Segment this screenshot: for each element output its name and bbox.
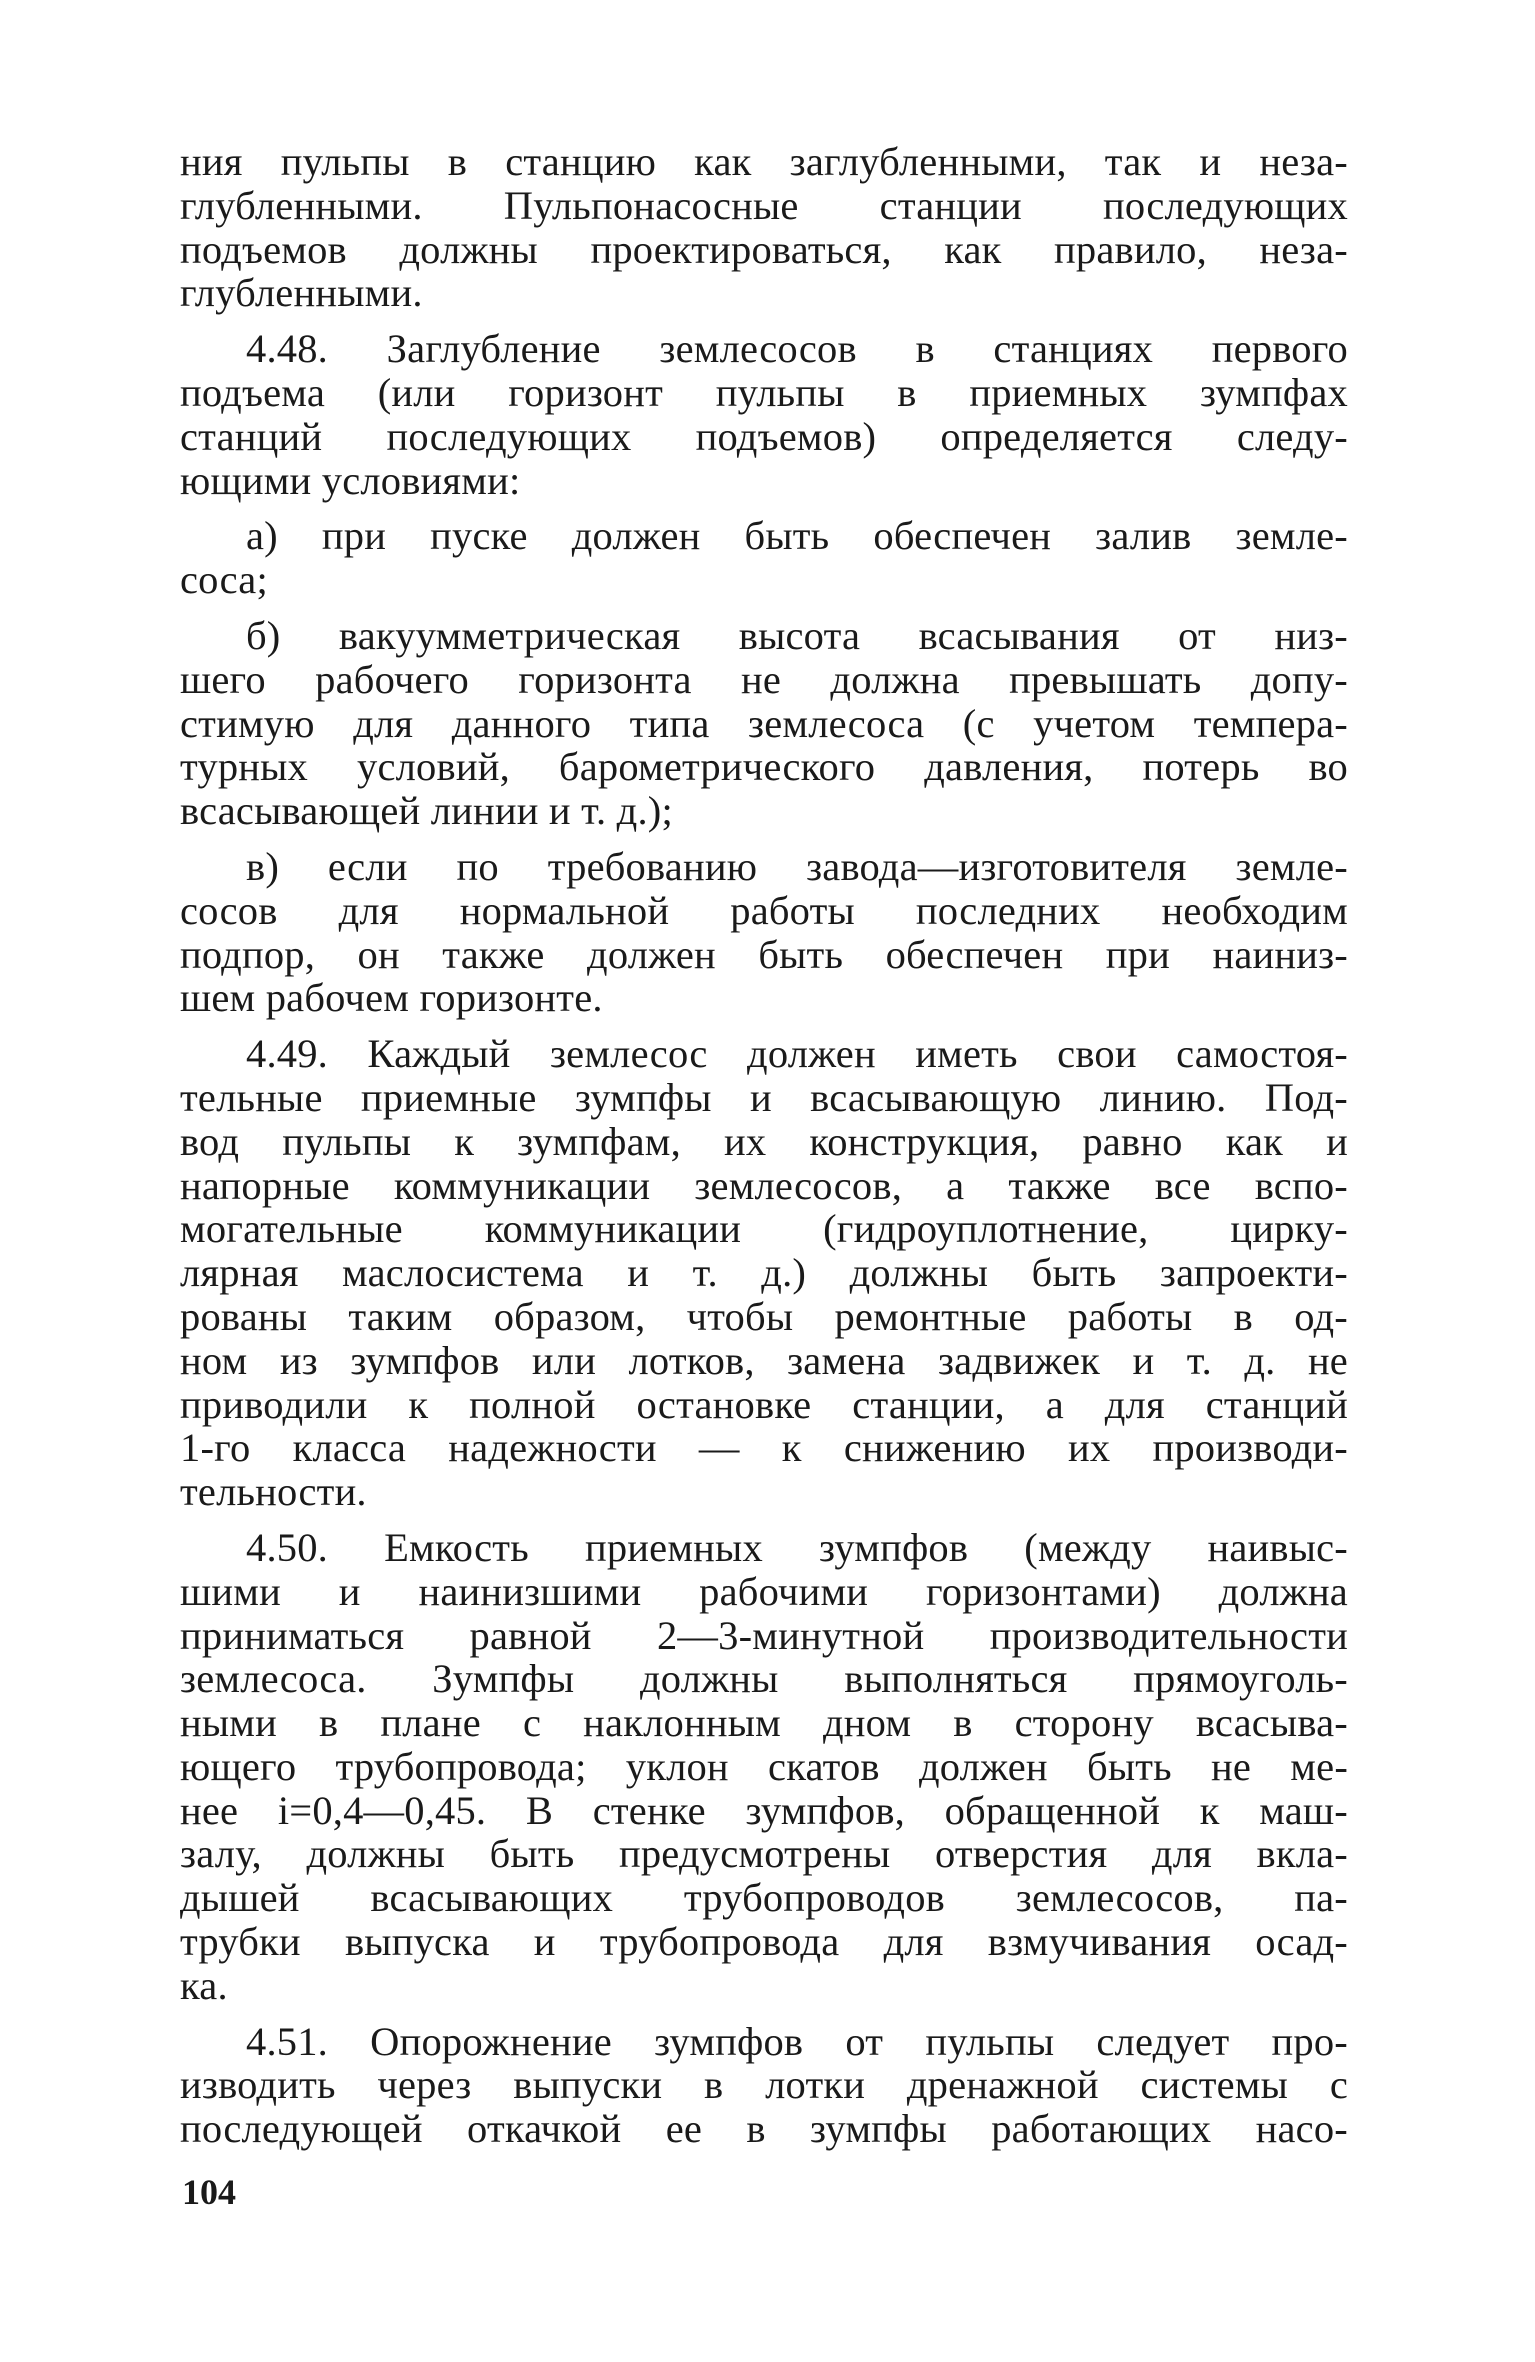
text-line: 4.48. Заглубление землесосов в станциях первого — [246, 326, 1348, 372]
text-line: подъемов должны проектироваться, как правило, неза- — [180, 226, 1348, 272]
text-line: тельности. — [180, 1469, 367, 1515]
text-line: турных условий, барометрического давления, потерь во — [180, 744, 1348, 790]
text-line: 4.51. Опорожнение зумпфов от пульпы следует про- — [246, 2018, 1348, 2064]
page-number: 104 — [182, 2172, 236, 2212]
text-line: последующей откачкой ее в зумпфы работающих насо- — [180, 2106, 1348, 2152]
text-line: ка. — [180, 1962, 228, 2008]
text-line: нее i=0,4—0,45. В стенке зумпфов, обращенной к маш- — [180, 1787, 1348, 1833]
text-line: тельные приемные зумпфы и всасывающую линию. Под- — [180, 1074, 1348, 1120]
text-line: ном из зумпфов или лотков, замена задвижек и т. д. не — [180, 1337, 1348, 1383]
text-line: изводить через выпуски в лотки дренажной системы с — [180, 2062, 1348, 2108]
text-line: приниматься равной 2—3-минутной производительности — [180, 1612, 1348, 1658]
list-item-a — [180, 514, 1348, 602]
text-line: дышей всасывающих трубопроводов землесосов, па- — [180, 1875, 1348, 1921]
text-line: лярная маслосистема и т. д.) должны быть запроекти- — [180, 1250, 1348, 1296]
text-line: стимую для данного типа землесоса (с учетом темпера- — [180, 700, 1348, 746]
text-line: шего рабочего горизонта не должна превышать допу- — [180, 656, 1348, 702]
text-line: ющими условиями: — [180, 457, 521, 503]
text-line: соса; — [180, 557, 268, 603]
paragraph-4-51 — [180, 2020, 1348, 2151]
text-line: могательные коммуникации (гидроуплотнение, цирку- — [180, 1206, 1348, 1252]
text-line: шем рабочем горизонте. — [180, 975, 603, 1021]
paragraph-4-49 — [180, 1032, 1348, 1514]
text-line: трубки выпуска и трубопровода для взмучивания осад- — [180, 1919, 1348, 1965]
text-line: шими и наинизшими рабочими горизонтами) должна — [180, 1568, 1348, 1614]
text-line: 4.50. Емкость приемных зумпфов (между наивыс- — [246, 1524, 1348, 1570]
text-line: ния пульпы в станцию как заглубленными, так и неза- — [180, 139, 1348, 184]
text-line: вод пульпы к зумпфам, их конструкция, равно как и — [180, 1118, 1348, 1164]
text-line: 4.49. Каждый землесос должен иметь свои самостоя- — [246, 1031, 1348, 1077]
text-line: 1-го класса надежности — к снижению их производи- — [180, 1425, 1348, 1471]
text-line: землесоса. Зумпфы должны выполняться прямоуголь- — [180, 1656, 1348, 1702]
text-line: станций последующих подъемов) определяется следу- — [180, 413, 1348, 459]
text-line: а) при пуске должен быть обеспечен залив земле- — [246, 513, 1348, 559]
text-line: б) вакуумметрическая высота всасывания от низ- — [246, 612, 1348, 658]
list-item-b — [180, 614, 1348, 833]
text-line: сосов для нормальной работы последних необходим — [180, 887, 1348, 933]
text-line: в) если по требованию завода—изготовителя земле- — [246, 843, 1348, 889]
text-line: подъема (или горизонт пульпы в приемных зумпфах — [180, 369, 1348, 415]
paragraph-4-50 — [180, 1526, 1348, 2008]
text-line: глубленными. — [180, 270, 423, 316]
paragraph-continuation — [180, 140, 1348, 315]
text-line: приводили к полной остановке станции, а для станций — [180, 1381, 1348, 1427]
text-line: напорные коммуникации землесосов, а также все вспо- — [180, 1162, 1348, 1208]
text-line: ющего трубопровода; уклон скатов должен быть не ме- — [180, 1743, 1348, 1789]
text-line: ными в плане с наклонным дном в сторону всасыва- — [180, 1700, 1348, 1746]
text-line: глубленными. Пульпонасосные станции последующих — [180, 182, 1348, 228]
document-page — [180, 140, 1348, 2151]
text-line: рованы таким образом, чтобы ремонтные работы в од- — [180, 1293, 1348, 1339]
text-line: всасывающей линии и т. д.); — [180, 788, 673, 834]
paragraph-4-48 — [180, 327, 1348, 502]
text-line: залу, должны быть предусмотрены отверстия для вкла- — [180, 1831, 1348, 1877]
list-item-v — [180, 845, 1348, 1020]
text-line: подпор, он также должен быть обеспечен при наиниз- — [180, 931, 1348, 977]
